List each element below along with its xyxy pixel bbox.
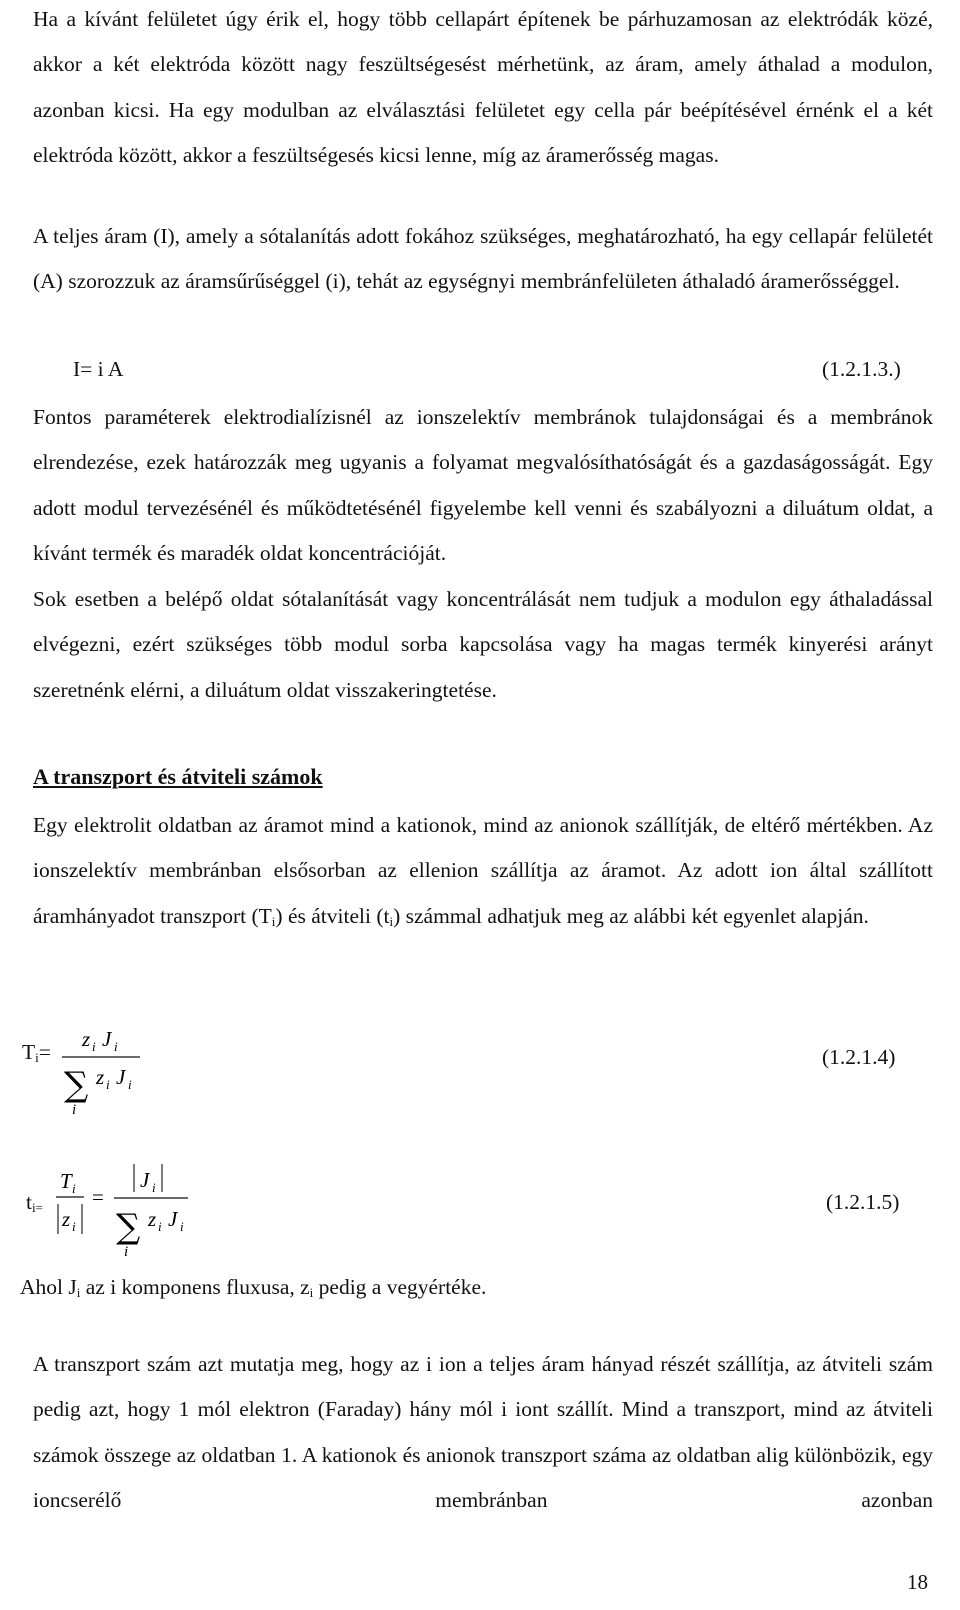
paragraph-5-text-a: Egy elektrolit oldatban az áramot mind a kationok, mind az anionok szállítják, de eltérő mértékben. Az ionszelektív membránban elsősorban az ellenion szállítja az áramot. Az adott ion által szállított áramhányadot transzport (T [33, 813, 933, 928]
eq5-num-J: J [140, 1168, 150, 1192]
eq5-equals: = [92, 1185, 104, 1209]
equation-number-1-2-1-4: (1.2.1.4) [822, 1045, 896, 1069]
paragraph-5-text-b: ) és átviteli (t [275, 903, 390, 928]
where-sub-a: i [76, 1285, 81, 1300]
equation-number-1-2-1-5: (1.2.1.5) [826, 1190, 900, 1214]
paragraph-2-text: A teljes áram (I), amely a sótalanítás adott fokához szükséges, meghatározható, ha egy cellapár felületét (A) szorozzuk az áramsűrűséggel (i), tehát az egységnyi membránfelületen áthaladó áramerősséggel. [33, 224, 933, 294]
paragraph-2 [33, 214, 933, 305]
eq5-den-z-sub: i [72, 1219, 76, 1234]
where-text-c: pedig a vegyértéke. [313, 1275, 487, 1299]
eq4-lhs-sub: i [35, 1050, 39, 1065]
section-heading: A transzport és átviteli számok [33, 764, 323, 789]
equation-1-2-1-4-lhs [22, 1040, 51, 1066]
equation-1-2-1-4-fraction [60, 1020, 160, 1120]
paragraph-1: Ha a kívánt felületet úgy érik el, hogy több cellapárt építenek be párhuzamosan az elektródák közé, akkor a két elektróda között nagy feszültségesést mérhetünk, az áram, amely áthalad a modulon, azonban kicsi. Ha egy modulban az elválasztási felületet egy cella pár beépítésével érnénk el a két elektróda között, akkor a feszültségesés kicsi lenne, míg az áramerősség magas. [33, 7, 933, 167]
paragraph-5-sub-a: i [271, 913, 276, 929]
eq4-sum-index: i [72, 1102, 77, 1118]
paragraph-5 [33, 803, 933, 944]
paragraph-4: Sok esetben a belépő oldat sótalanítását vagy koncentrálását nem tudjuk a modulon egy áthaladással elvégezni, ezért szükséges több modul sorba kapcsolása vagy ha magas termék kinyerési arányt szeretnénk elérni, a diluátum oldat visszakeringtetése. [33, 587, 933, 702]
eq4-den-J: J [116, 1065, 126, 1089]
paragraph-6: A transzport szám azt mutatja meg, hogy az i ion a teljes áram hányad részét szállítja, az átviteli szám pedig azt, hogy 1 mól elektron (Faraday) hány mól i iont szállít. Mind a transzport, mind az átviteli számok összege az oldatban 1. A kationok és anionok transzport száma az oldatban alig különbözik, egy ioncserélő membránban azonban [33, 1352, 933, 1512]
paragraph-3: Fontos paraméterek elektrodialízisnél az ionszelektív membránok tulajdonságai és a membránok elrendezése, ezek határozzák meg ugyanis a folyamat megvalósíthatóságát és a gazdaságosságát. Egy adott modul tervezésénél és működtetésénél figyelembe kell venni és szabályozni a diluátum oldat, a kívánt termék és maradék oldat koncentrációját. [33, 405, 933, 565]
eq4-lhs-T: T [22, 1040, 36, 1064]
eq5-den2-z-sub: i [158, 1219, 162, 1234]
equation-1-2-1-5-fraction [54, 1160, 204, 1260]
where-line [20, 1275, 486, 1301]
eq5-sum-sign: ∑ [116, 1207, 141, 1247]
equation-1-2-1-5-lhs [26, 1190, 43, 1216]
eq5-lhs-sub: i= [31, 1200, 43, 1215]
eq5-den2-J-sub: i [180, 1219, 184, 1234]
eq5-lhs-t: t [26, 1190, 32, 1214]
equation-number-1-2-1-3: (1.2.1.3.) [822, 357, 901, 381]
paragraph-5-sub-b: i [389, 913, 394, 929]
eq5-den2-z: z [148, 1207, 157, 1231]
eq4-den-z-sub: i [106, 1077, 110, 1092]
eq5-num-T-sub: i [72, 1181, 76, 1196]
eq4-den-z: z [96, 1065, 105, 1089]
eq5-num-T: T [60, 1169, 72, 1193]
eq4-num-J: J [102, 1027, 112, 1051]
eq4-sum-sign: ∑ [64, 1065, 89, 1105]
eq5-den-z: z [62, 1207, 71, 1231]
equation-1-2-1-3: I= i A [73, 357, 124, 381]
eq4-num-z-sub: i [92, 1039, 96, 1054]
where-text-b: az i komponens fluxusa, z [80, 1275, 310, 1299]
eq4-equals: = [38, 1040, 51, 1064]
eq4-den-J-sub: i [128, 1077, 132, 1092]
eq4-num-J-sub: i [114, 1039, 118, 1054]
eq4-num-z: z [82, 1027, 91, 1051]
where-sub-b: i [309, 1285, 314, 1300]
eq5-den2-J: J [168, 1207, 178, 1231]
page-number: 18 [907, 1570, 928, 1594]
eq5-num-J-sub: i [152, 1180, 156, 1195]
eq5-sum-index: i [124, 1244, 129, 1260]
paragraph-5-text-c: ) számmal adhatjuk meg az alábbi két egyenlet alapján. [393, 903, 869, 928]
where-text-a: Ahol J [20, 1275, 77, 1299]
